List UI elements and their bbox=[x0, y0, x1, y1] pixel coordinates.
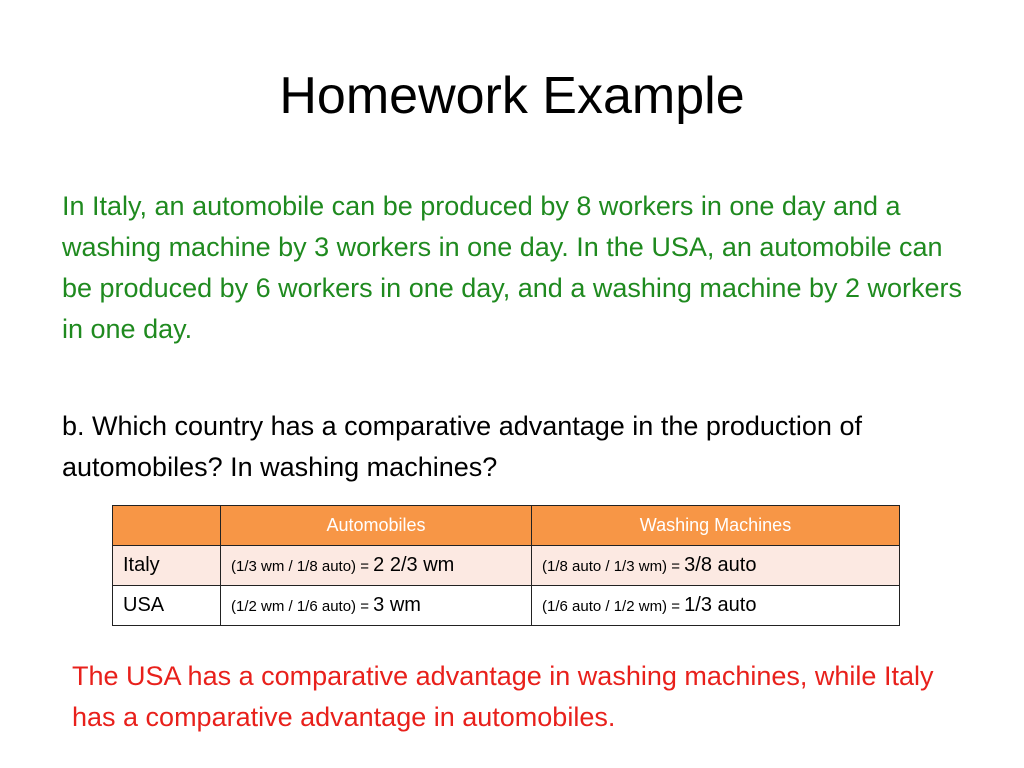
automobiles-cell bbox=[221, 546, 532, 586]
ratio-result: 3/8 auto bbox=[684, 554, 757, 576]
header-washing-machines: Washing Machines bbox=[532, 506, 900, 546]
washing-machines-cell bbox=[532, 586, 900, 626]
ratio-expression: (1/8 auto / 1/3 wm) = bbox=[542, 558, 685, 575]
country-cell: USA bbox=[113, 586, 221, 626]
slide-title: Homework Example bbox=[279, 67, 745, 125]
problem-statement: In Italy, an automobile can be produced by 8 workers in one day and a washing machine by 3 workers in one day. In the USA, an automobile can be produced by 6 workers in one day, and a washing machine by 2 workers in one day. bbox=[62, 191, 963, 344]
ratio-expression: (1/2 wm / 1/6 auto) = bbox=[231, 598, 374, 615]
table-row-italy bbox=[113, 546, 900, 586]
automobiles-cell bbox=[221, 586, 532, 626]
ratio-expression: (1/6 auto / 1/2 wm) = bbox=[542, 598, 685, 615]
comparative-advantage-table bbox=[112, 505, 900, 626]
ratio-result: 3 wm bbox=[373, 594, 421, 616]
header-automobiles: Automobiles bbox=[221, 506, 532, 546]
ratio-result: 1/3 auto bbox=[684, 594, 757, 616]
ratio-result: 2 2/3 wm bbox=[373, 554, 455, 576]
country-cell: Italy bbox=[113, 546, 221, 586]
ratio-expression: (1/3 wm / 1/8 auto) = bbox=[231, 558, 374, 575]
question-b: b. Which country has a comparative advantage in the production of automobiles? In washing machines? bbox=[62, 411, 862, 482]
table-header-row bbox=[113, 506, 900, 546]
conclusion-statement: The USA has a comparative advantage in washing machines, while Italy has a comparative advantage in automobiles. bbox=[72, 661, 934, 732]
washing-machines-cell bbox=[532, 546, 900, 586]
table-row-usa bbox=[113, 586, 900, 626]
header-corner bbox=[113, 506, 221, 546]
